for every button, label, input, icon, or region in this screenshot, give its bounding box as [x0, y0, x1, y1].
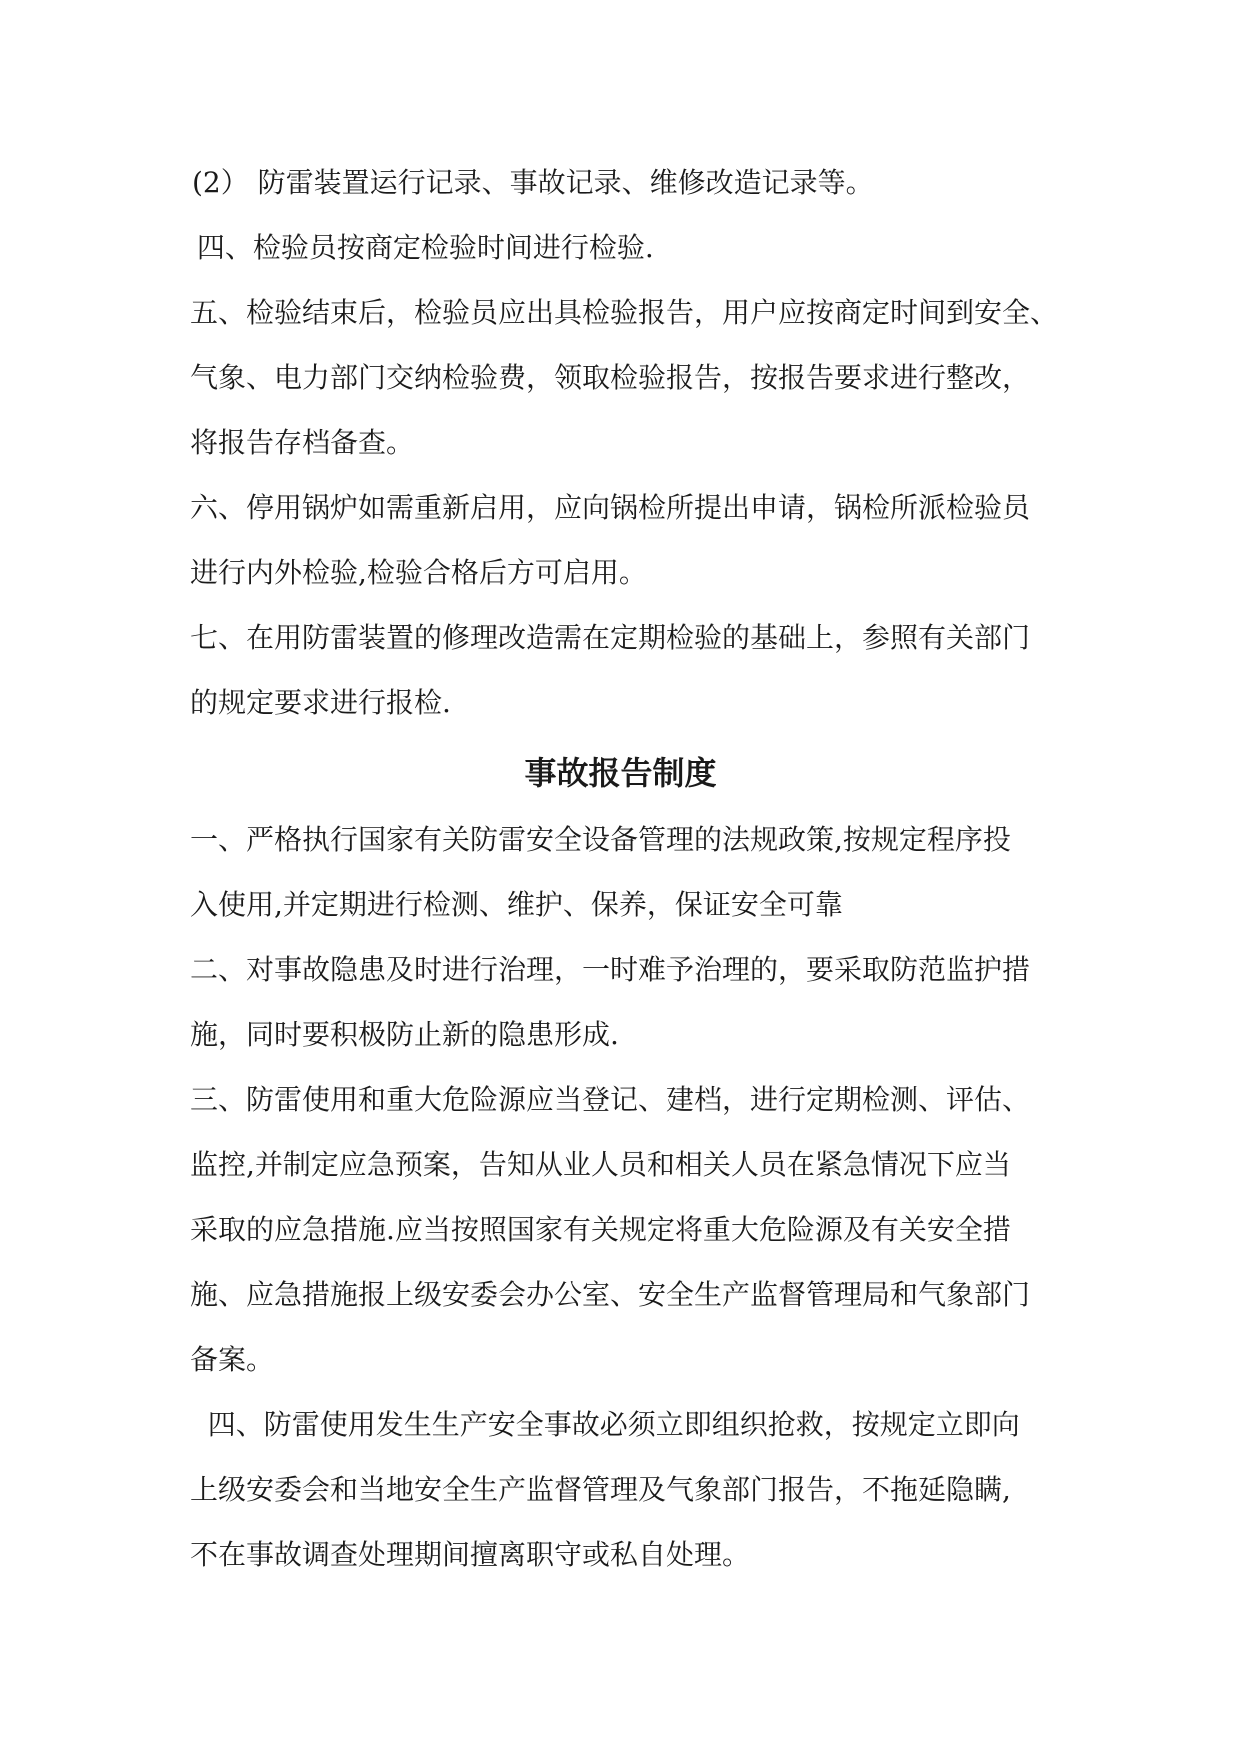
text-line: 四、检验员按商定检验时间进行检验.: [188, 231, 654, 264]
text-line: 五、检验结束后，检验员应出具检验报告，用户应按商定时间到安全、: [190, 296, 1059, 329]
text-line: 不在事故调查处理期间擅离职守或私自处理。: [190, 1538, 751, 1571]
text-line: 监控,并制定应急预案，告知从业人员和相关人员在紧急情况下应当: [190, 1148, 1011, 1181]
text-line: 三、防雷使用和重大危险源应当登记、建档，进行定期检测、评估、: [190, 1083, 1031, 1116]
text-line: 采取的应急措施.应当按照国家有关规定将重大危险源及有关安全措: [190, 1213, 1011, 1246]
text-line: 二、对事故隐患及时进行治理，一时难予治理的，要采取防范监护措: [190, 953, 1031, 986]
text-line: 进行内外检验,检验合格后方可启用。: [190, 556, 647, 589]
text-line: (2） 防雷装置运行记录、事故记录、维修改造记录等。: [192, 166, 874, 199]
text-line: 将报告存档备查。: [190, 426, 415, 459]
text-line: 入使用,并定期进行检测、维护、保养，保证安全可靠: [190, 888, 843, 921]
text-line: 气象、电力部门交纳检验费，领取检验报告，按报告要求进行整改，: [190, 361, 1031, 394]
text-line: 一、严格执行国家有关防雷安全设备管理的法规政策,按规定程序投: [190, 823, 1011, 856]
text-line: 备案。: [190, 1343, 275, 1376]
text-line: 七、在用防雷装置的修理改造需在定期检验的基础上，参照有关部门: [190, 621, 1031, 654]
text-line: 的规定要求进行报检.: [190, 686, 451, 719]
text-line: 四、防雷使用发生生产安全事故必须立即组织抢救，按规定立即向: [190, 1408, 1020, 1441]
text-line: 上级安委会和当地安全生产监督管理及气象部门报告，不拖延隐瞒,: [190, 1473, 1011, 1506]
section-title: 事故报告制度: [524, 754, 717, 792]
text-line: 施，同时要积极防止新的隐患形成.: [190, 1018, 619, 1051]
text-line: 施、应急措施报上级安委会办公室、安全生产监督管理局和气象部门: [190, 1278, 1031, 1311]
text-line: 六、停用锅炉如需重新启用，应向锅检所提出申请，锅检所派检验员: [190, 491, 1031, 524]
